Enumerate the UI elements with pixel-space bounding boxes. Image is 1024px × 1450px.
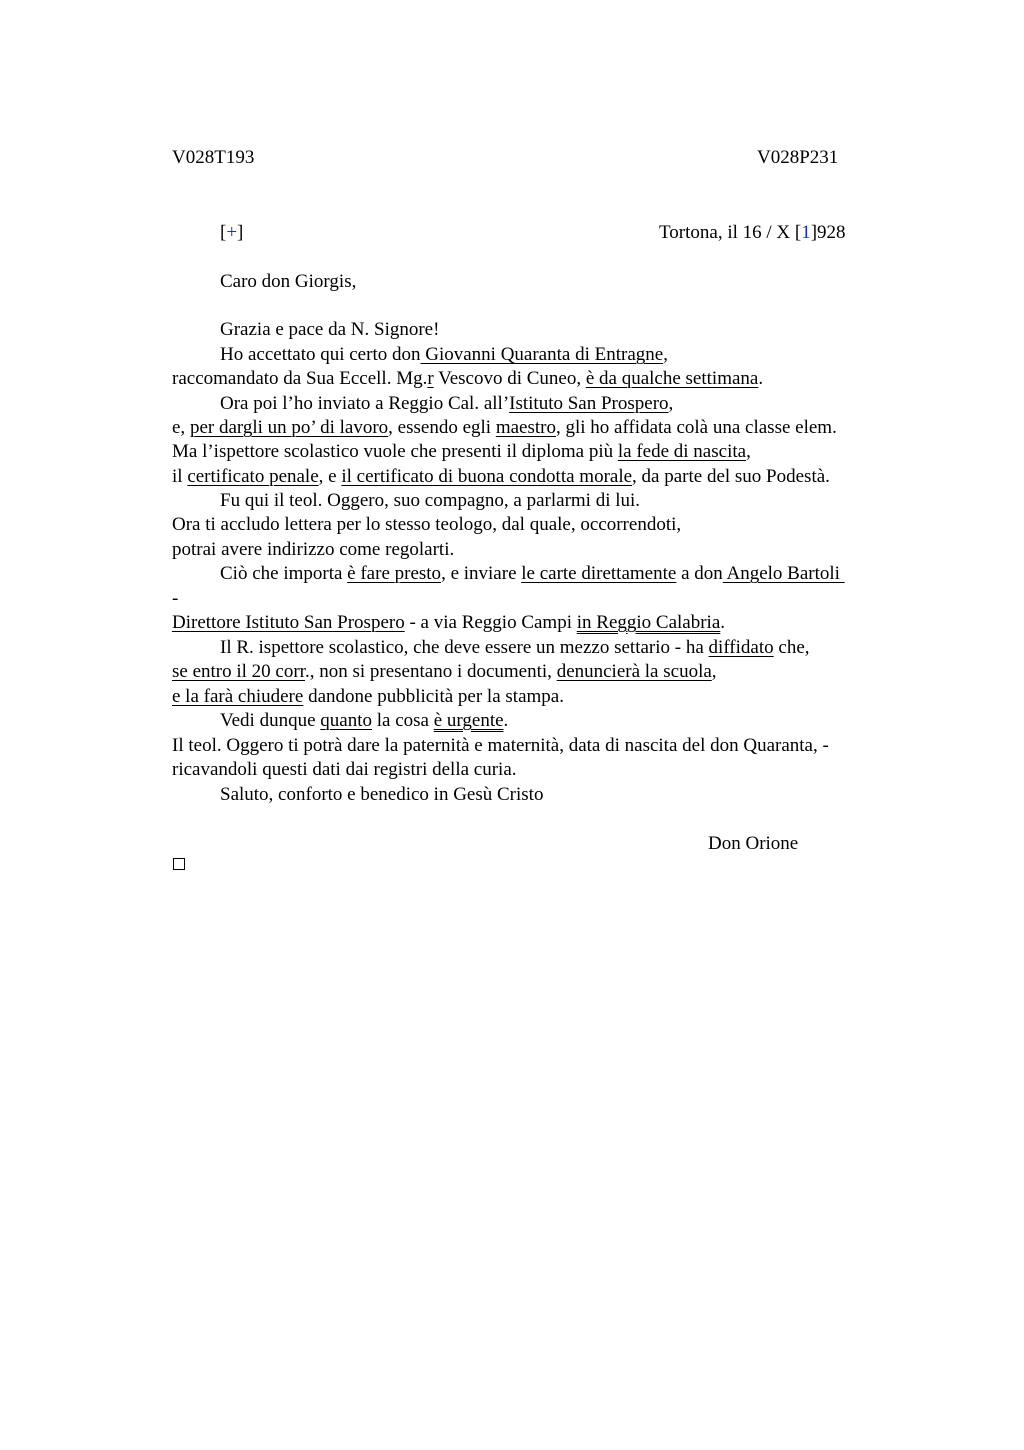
document-code-left: V028T193 bbox=[172, 147, 255, 168]
body-line: Il R. ispettore scolastico, che deve essere un mezzo settario - ha diffidato che, bbox=[220, 637, 810, 658]
body-line: se entro il 20 corr., non si presentano i documenti, denuncierà la scuola, bbox=[172, 661, 717, 682]
closing-line: Saluto, conforto e benedico in Gesù Cristo bbox=[220, 784, 544, 805]
end-marker-box bbox=[173, 858, 185, 870]
body-line: Ma l’ispettore scolastico vuole che presenti il diploma più la fede di nascita, bbox=[172, 441, 751, 462]
body-line: - bbox=[172, 588, 179, 609]
body-line: Ho accettato qui certo don Giovanni Quaranta di Entragne, bbox=[220, 344, 668, 365]
body-line: e, per dargli un po’ di lavoro, essendo egli maestro, gli ho affidata colà una classe elem. bbox=[172, 417, 837, 438]
body-line: raccomandato da Sua Eccell. Mg.r Vescovo di Cuneo, è da qualche settimana. bbox=[172, 368, 764, 389]
signature: Don Orione bbox=[708, 833, 799, 854]
document-code-right: V028P231 bbox=[757, 147, 839, 168]
body-line: Fu qui il teol. Oggero, suo compagno, a parlarmi di lui. bbox=[220, 490, 641, 511]
body-line: potrai avere indirizzo come regolarti. bbox=[172, 539, 455, 560]
body-line: il certificato penale, e il certificato di buona condotta morale, da parte del suo Podestà. bbox=[172, 466, 830, 487]
body-line: Ciò che importa è fare presto, e inviare le carte direttamente a don Angelo Bartoli bbox=[220, 563, 845, 584]
cross-mark: [+] bbox=[220, 222, 244, 243]
greeting: Grazia e pace da N. Signore! bbox=[220, 319, 440, 340]
cross-symbol: + bbox=[226, 222, 238, 243]
body-line: ricavandoli questi dati dai registri della curia. bbox=[172, 759, 517, 780]
salutation: Caro don Giorgis, bbox=[220, 271, 357, 292]
body-line: Il teol. Oggero ti potrà dare la paternità e maternità, data di nascita del don Quaranta, - bbox=[172, 735, 829, 756]
body-line: Ora ti accludo lettera per lo stesso teologo, dal quale, occorrendoti, bbox=[172, 514, 682, 535]
dateline: Tortona, il 16 / X [1]928 bbox=[659, 222, 846, 243]
body-line: Direttore Istituto San Prospero - a via Reggio Campi in Reggio Calabria. bbox=[172, 612, 726, 633]
body-line: Vedi dunque quanto la cosa è urgente. bbox=[220, 710, 509, 731]
body-line: e la farà chiudere dandone pubblicità per la stampa. bbox=[172, 686, 564, 707]
body-line: Ora poi l’ho inviato a Reggio Cal. all’Istituto San Prospero, bbox=[220, 393, 674, 414]
